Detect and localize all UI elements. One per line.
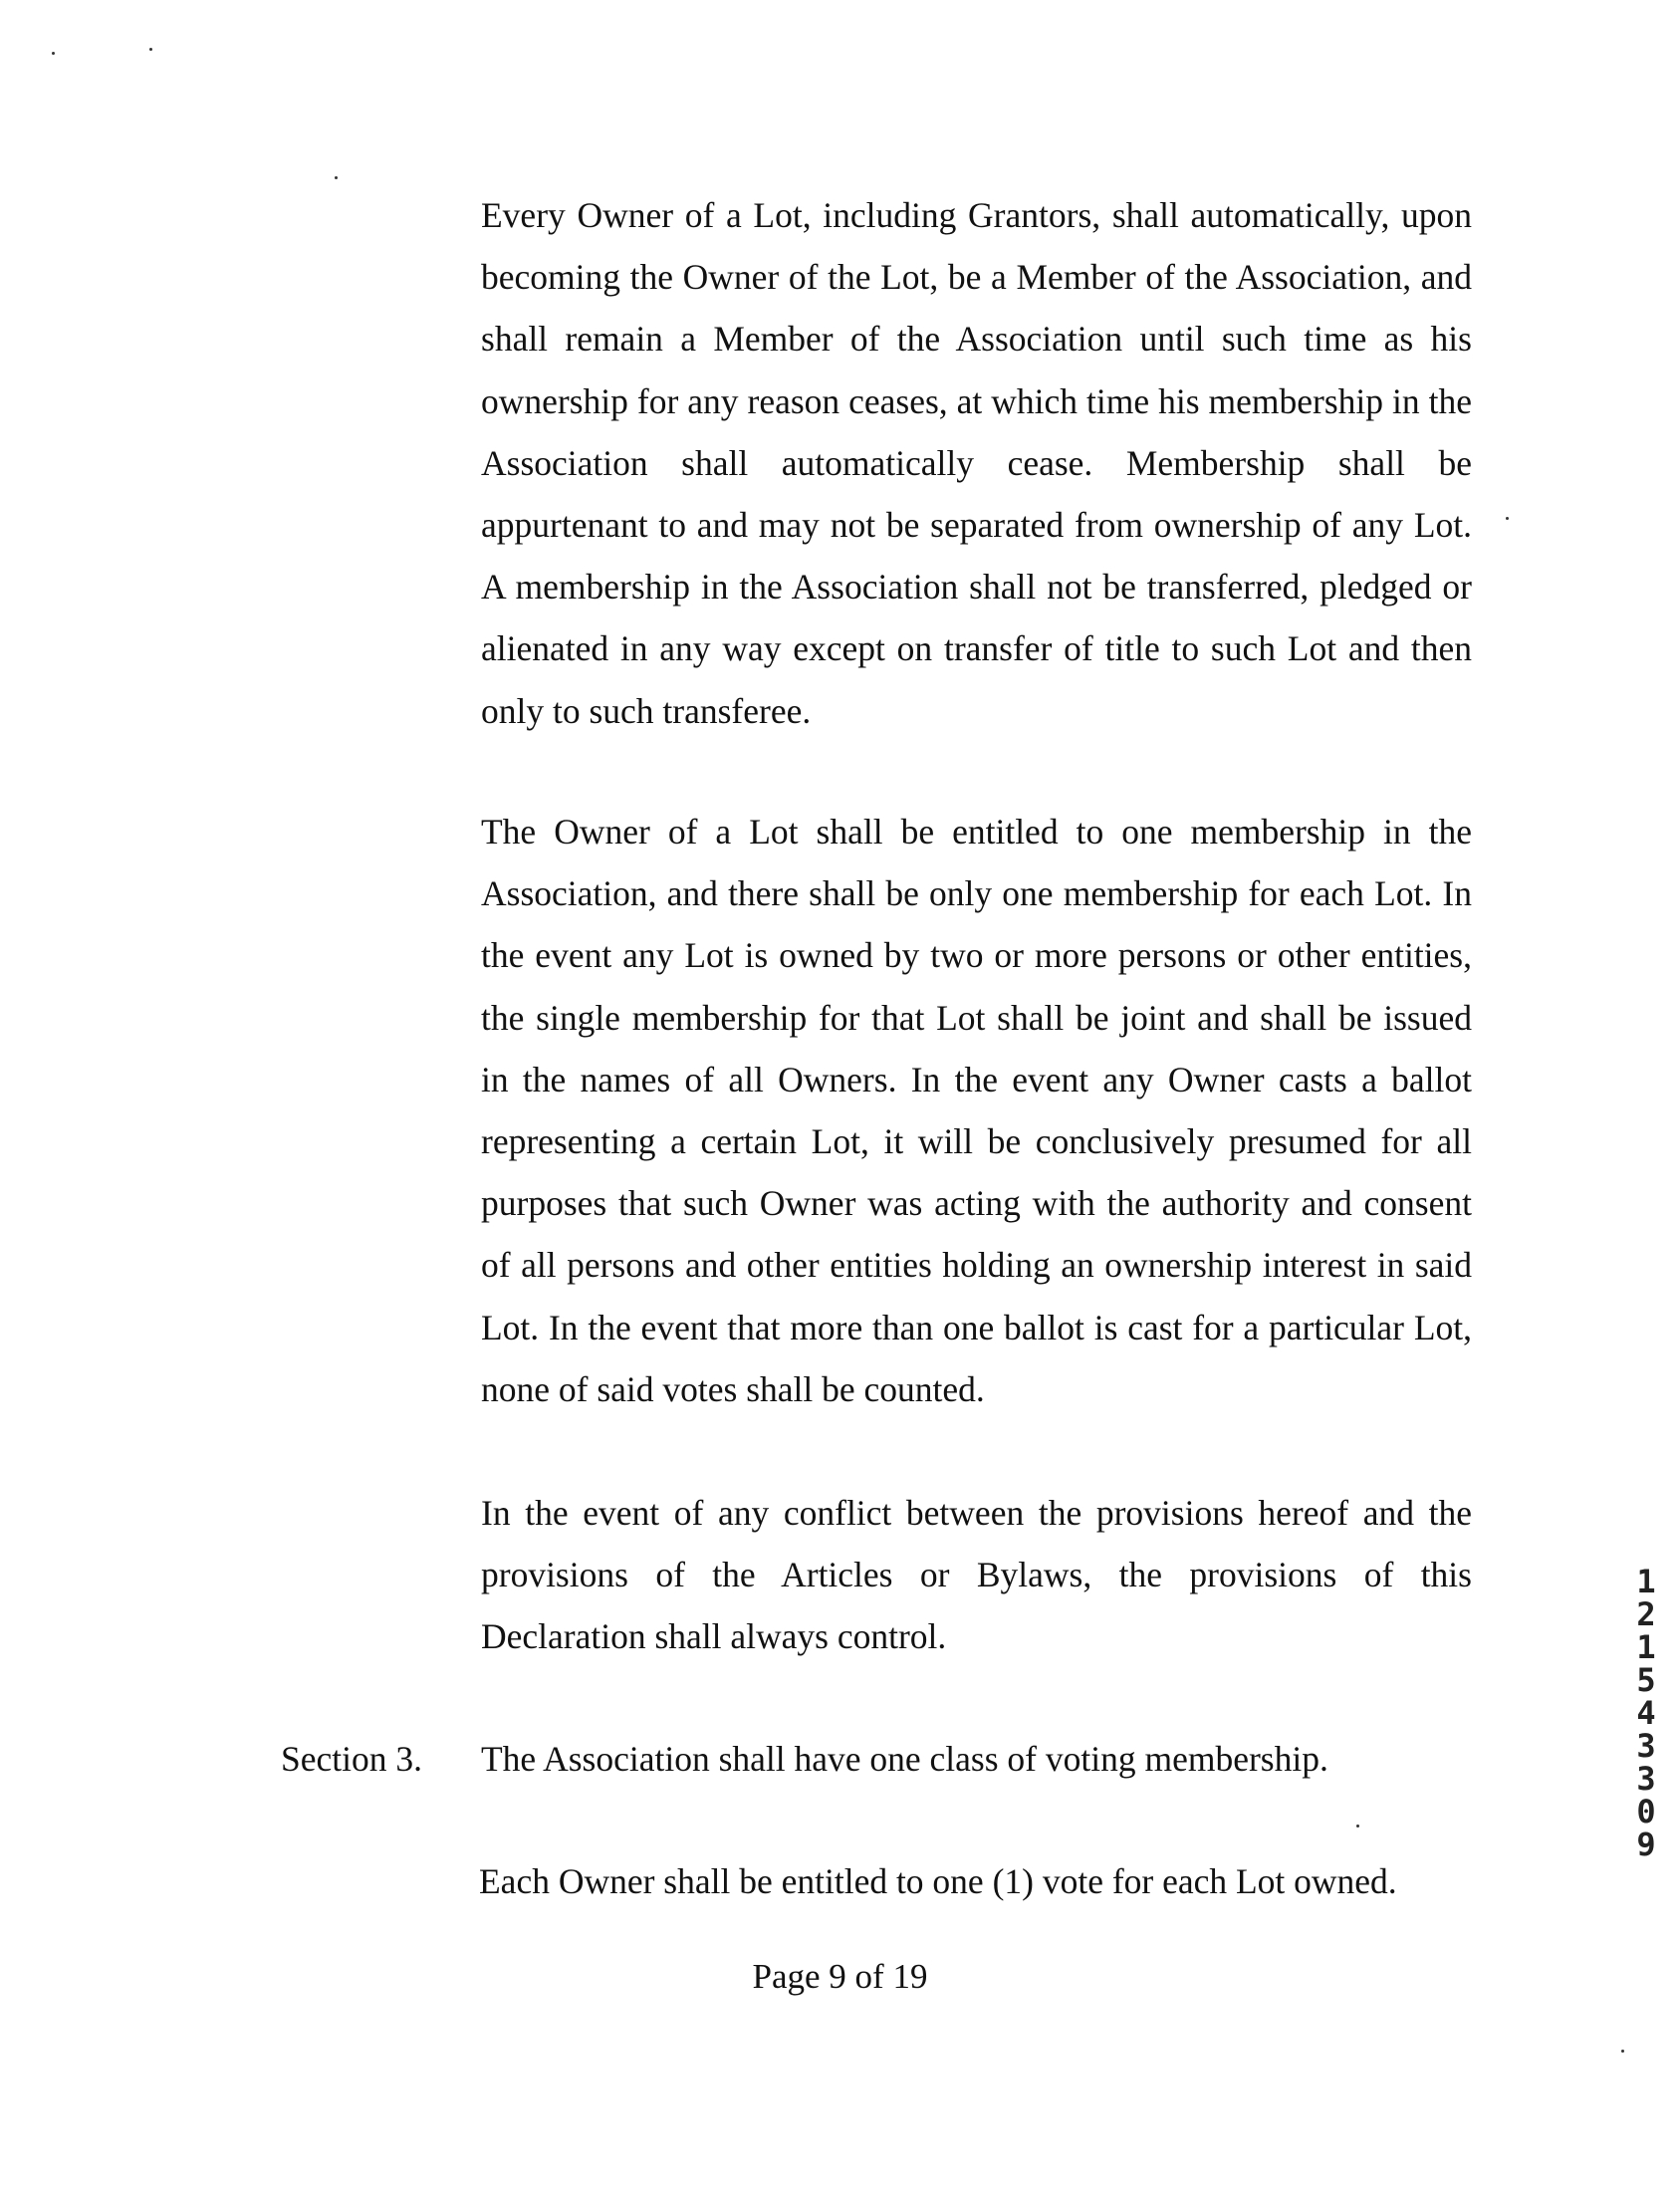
scan-speck bbox=[149, 48, 152, 51]
scan-speck bbox=[1621, 2050, 1624, 2053]
section-3-label: Section 3. bbox=[281, 1739, 422, 1779]
section-3-vote-text: Each Owner shall be entitled to one (1) vote for each Lot owned. bbox=[479, 1861, 1397, 1901]
paragraph-joint-membership: The Owner of a Lot shall be entitled to one membership in the Association, and there shall be only one membership for each Lot. In the event any Lot is owned by two or more persons or other entities, the single membership for that Lot shall be joint and shall be issued in the names of all Owners. In the event any Owner casts a ballot representing a certain Lot, it will be conclusively presumed for all purposes that such Owner was acting with the authority and consent of all persons and other entities holding an ownership interest in said Lot. In the event that more than one ballot is cast for a particular Lot, none of said votes shall be counted. bbox=[481, 812, 1472, 1409]
page-number: Page 9 of 19 bbox=[752, 1957, 928, 1996]
scan-speck bbox=[1506, 517, 1509, 520]
document-stamp-number: 12154 3309 bbox=[1636, 1563, 1656, 1863]
scan-speck bbox=[1356, 1825, 1359, 1828]
scan-speck bbox=[335, 176, 338, 179]
scan-speck bbox=[52, 52, 55, 55]
paragraph-conflict: In the event of any conflict between the provisions hereof and the provisions of the Articles or Bylaws, the provisions of this Declaration shall always control. bbox=[481, 1493, 1472, 1657]
paragraph-membership: Every Owner of a Lot, including Grantors, shall automatically, upon becoming the Owner of the Lot, be a Member of the Association, and shall remain a Member of the Association until such time as his ownership for any reason ceases, at which time his membership in the Association shall automatically cease. Membership shall be appurtenant to and may not be separated from ownership of any Lot. A membership in the Association shall not be transferred, pledged or alienated in any way except on transfer of title to such Lot and then only to such transferee. bbox=[481, 195, 1472, 731]
section-3-text: The Association shall have one class of voting membership. bbox=[481, 1739, 1328, 1779]
